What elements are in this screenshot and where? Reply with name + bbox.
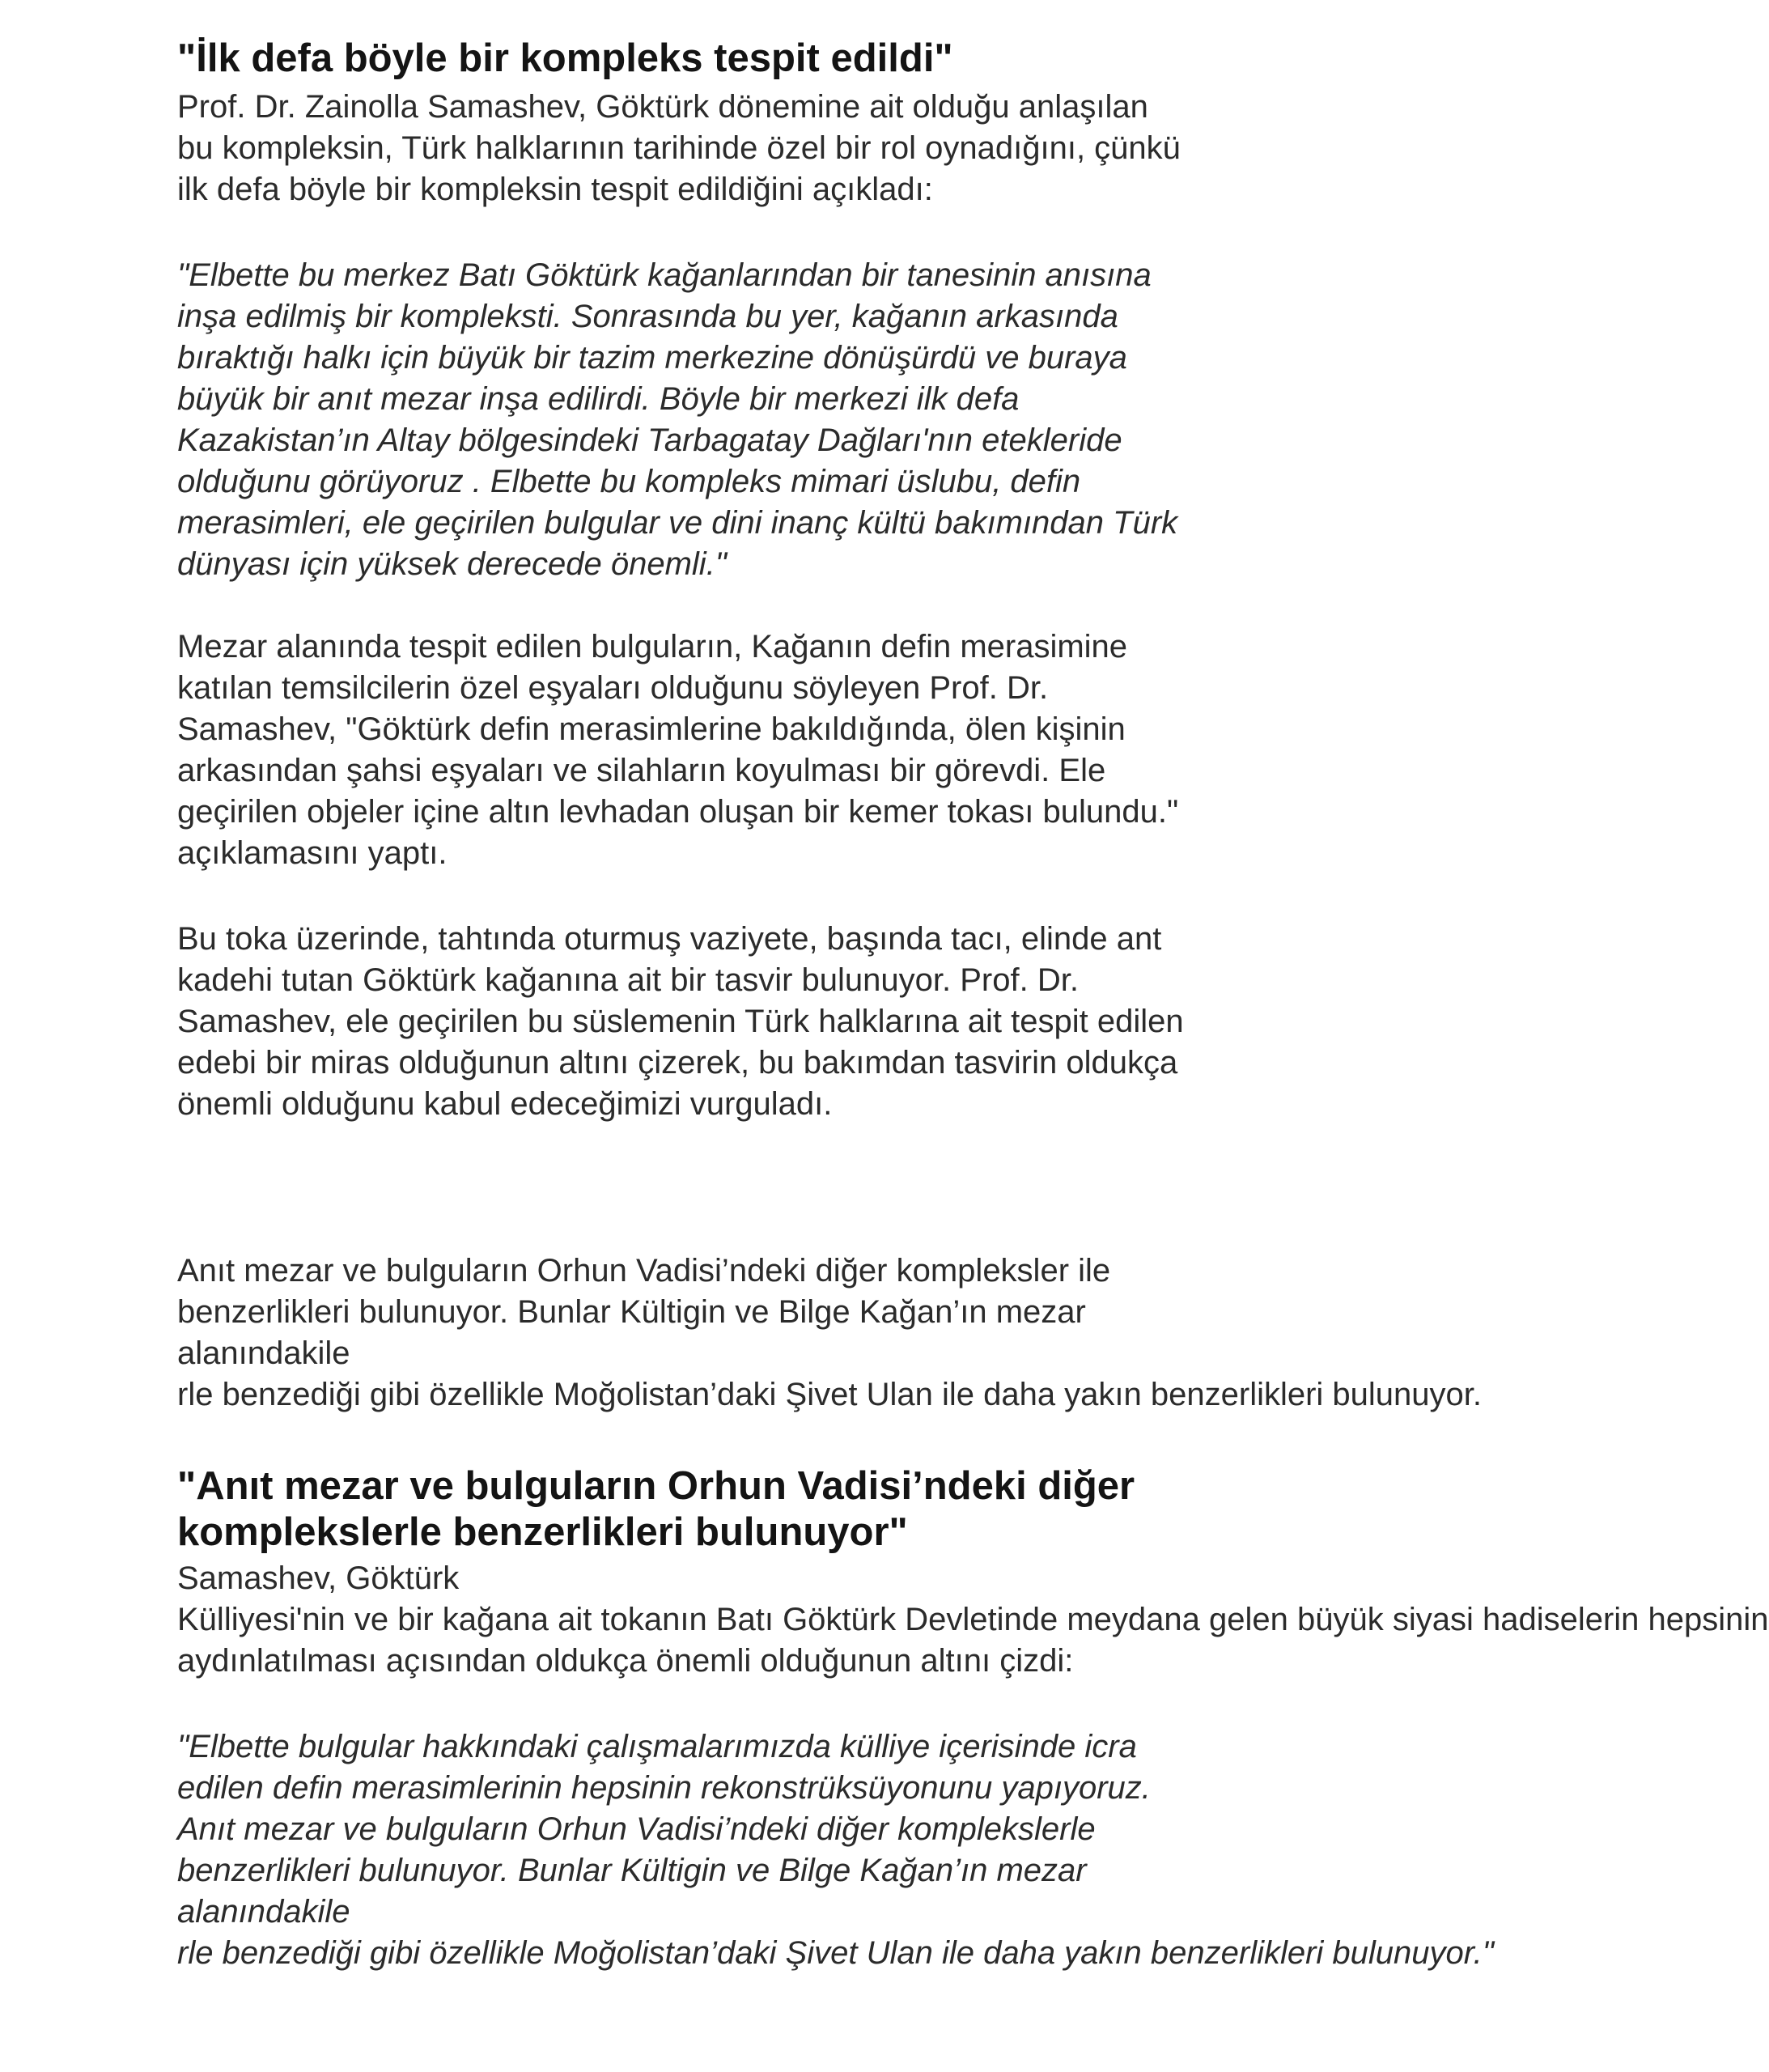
paragraph-line: açıklamasını yaptı.: [177, 835, 448, 871]
paragraph-line: geçirilen objeler içine altın levhadan oluşan bir kemer tokası bulundu.": [177, 794, 1179, 830]
paragraph-line: rle benzediği gibi özellikle Moğolistan’daki Şivet Ulan ile daha yakın benzerlikleri bulunuyor.: [177, 1377, 1483, 1412]
paragraph-line: Külliyesi'nin ve bir kağana ait tokanın Batı Göktürk Devletinde meydana gelen büyük siyasi hadiselerin hepsinin: [177, 1602, 1769, 1637]
quote-line: "Elbette bu merkez Batı Göktürk kağanlarından bir tanesinin anısına: [177, 257, 1152, 293]
section-heading: komplekslerle benzerlikleri bulunuyor": [177, 1510, 908, 1554]
quote-line: edilen defin merasimlerinin hepsinin rekonstrüksüyonunu yapıyoruz.: [177, 1770, 1151, 1806]
paragraph-line: Samashev, ele geçirilen bu süslemenin Türk halklarına ait tespit edilen: [177, 1004, 1184, 1039]
quote-line: dünyası için yüksek derecede önemli.": [177, 546, 728, 582]
paragraph-line: Prof. Dr. Zainolla Samashev, Göktürk dönemine ait olduğu anlaşılan: [177, 89, 1148, 125]
quote-line: inşa edilmiş bir kompleksti. Sonrasında bu yer, kağanın arkasında: [177, 299, 1118, 334]
paragraph-line: Bu toka üzerinde, tahtında oturmuş vaziyete, başında tacı, elinde ant: [177, 921, 1162, 957]
paragraph-line: alanındakile: [177, 1335, 350, 1371]
paragraph-line: benzerlikleri bulunuyor. Bunlar Kültigin ve Bilge Kağan’ın mezar: [177, 1294, 1086, 1330]
section-heading: "İlk defa böyle bir kompleks tespit edildi": [177, 36, 953, 80]
paragraph-line: kadehi tutan Göktürk kağanına ait bir tasvir bulunuyor. Prof. Dr.: [177, 962, 1079, 998]
paragraph-line: arkasından şahsi eşyaları ve silahların koyulması bir görevdi. Ele: [177, 753, 1106, 788]
paragraph-line: önemli olduğunu kabul edeceğimizi vurguladı.: [177, 1086, 833, 1122]
quote-line: alanındakile: [177, 1894, 350, 1930]
section-heading: "Anıt mezar ve bulguların Orhun Vadisi’ndeki diğer: [177, 1464, 1135, 1508]
paragraph-line: bu kompleksin, Türk halklarının tarihinde özel bir rol oynadığını, çünkü: [177, 130, 1181, 166]
paragraph-line: edebi bir miras olduğunun altını çizerek, bu bakımdan tasvirin oldukça: [177, 1045, 1178, 1081]
quote-line: merasimleri, ele geçirilen bulgular ve dini inanç kültü bakımından Türk: [177, 505, 1178, 541]
quote-line: rle benzediği gibi özellikle Moğolistan’daki Şivet Ulan ile daha yakın benzerlikleri bulunuyor.": [177, 1935, 1494, 1971]
quote-line: "Elbette bulgular hakkındaki çalışmalarımızda külliye içerisinde icra: [177, 1729, 1137, 1764]
quote-line: bıraktığı halkı için büyük bir tazim merkezine dönüşürdü ve buraya: [177, 340, 1127, 376]
paragraph-line: aydınlatılması açısından oldukça önemli olduğunun altını çizdi:: [177, 1643, 1074, 1679]
quote-line: benzerlikleri bulunuyor. Bunlar Kültigin ve Bilge Kağan’ın mezar: [177, 1853, 1087, 1888]
paragraph-line: Mezar alanında tespit edilen bulguların, Kağanın defin merasimine: [177, 629, 1128, 664]
paragraph-line: katılan temsilcilerin özel eşyaları olduğunu söyleyen Prof. Dr.: [177, 670, 1049, 706]
quote-line: olduğunu görüyoruz . Elbette bu kompleks mimari üslubu, defin: [177, 464, 1081, 499]
paragraph-line: ilk defa böyle bir kompleksin tespit edildiğini açıkladı:: [177, 172, 933, 207]
quote-line: büyük bir anıt mezar inşa edilirdi. Böyle bir merkezi ilk defa: [177, 381, 1020, 417]
paragraph-line: Anıt mezar ve bulguların Orhun Vadisi’ndeki diğer kompleksler ile: [177, 1253, 1111, 1289]
quote-line: Anıt mezar ve bulguların Orhun Vadisi’ndeki diğer komplekslerle: [177, 1811, 1096, 1847]
paragraph-line: Samashev, "Göktürk defin merasimlerine bakıldığında, ölen kişinin: [177, 711, 1126, 747]
quote-line: Kazakistan’ın Altay bölgesindeki Tarbagatay Dağları'nın etekleride: [177, 422, 1122, 458]
paragraph-line: Samashev, Göktürk: [177, 1560, 460, 1596]
